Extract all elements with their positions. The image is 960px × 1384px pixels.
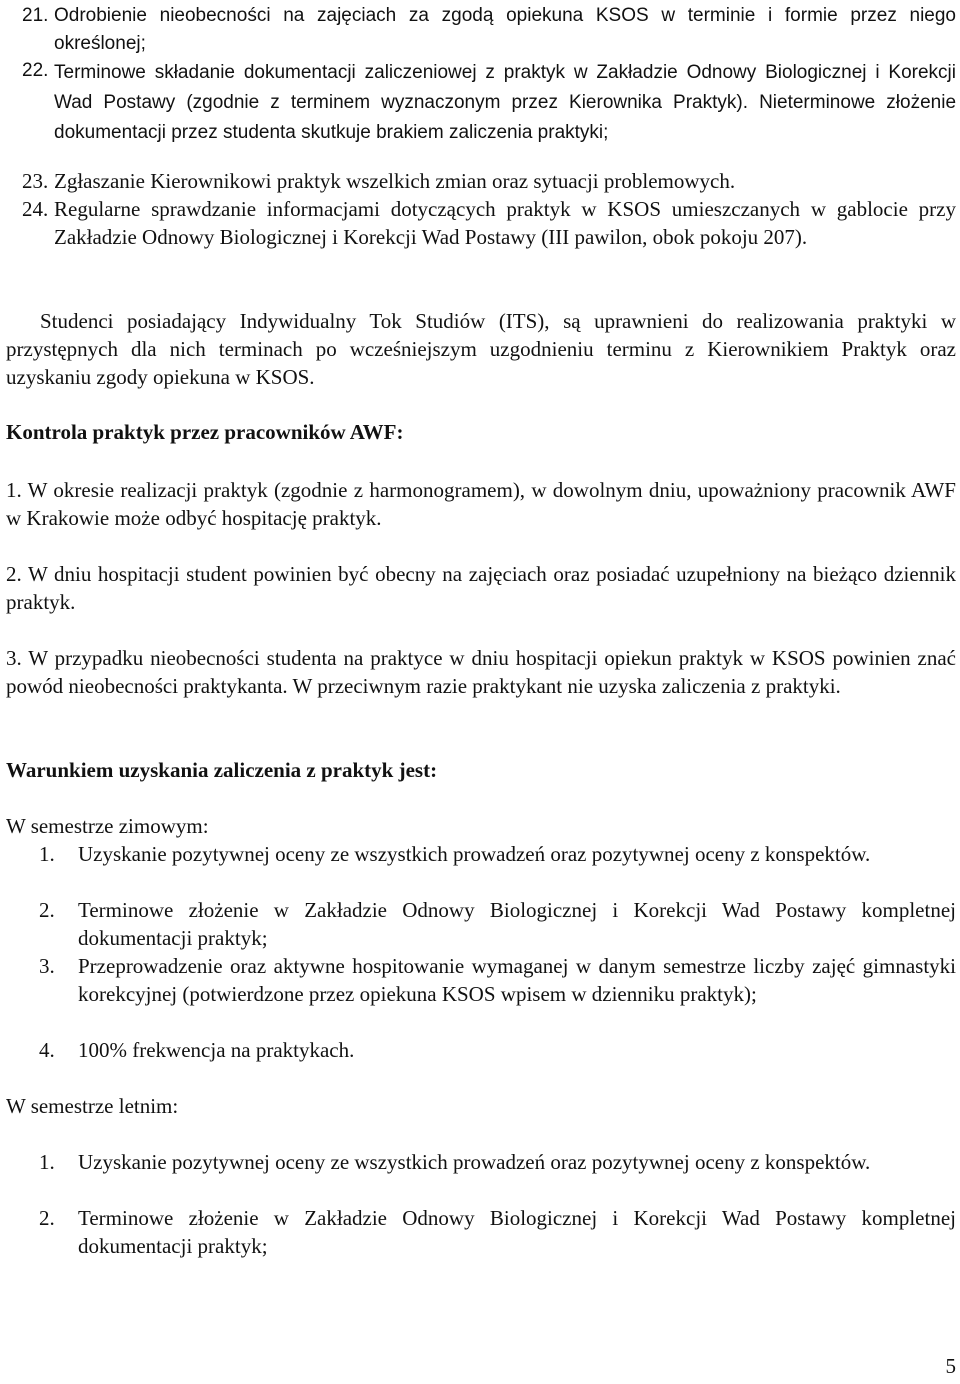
item-text: Uzyskanie pozytywnej oceny ze wszystkich prowadzeń oraz pozytywnej oceny z konspektów. xyxy=(78,1150,871,1174)
item-number: 3. xyxy=(39,954,55,978)
item-number: 1. xyxy=(39,842,55,866)
conditions-heading: Warunkiem uzyskania zaliczenia z praktyk jest: xyxy=(6,758,438,782)
winter-label: W semestrze zimowym: xyxy=(6,814,209,838)
item-text: Regularne sprawdzanie informacjami dotyczących praktyk w KSOS umieszczanych w gablocie przy Zakładzie Odnowy Biologicznej i Korekcji Wad Postawy (III pawilon, obok pokoju 207). xyxy=(54,197,956,249)
control-point-2: 2. W dniu hospitacji student powinien być obecny na zajęciach oraz posiadać uzupełniony na bieżąco dziennik praktyk. xyxy=(6,562,956,614)
item-text-part: Nieterminowe złożenie dokumentacji przez studenta skutkuje brakiem zaliczenia praktyki; xyxy=(54,92,957,143)
summer-label: W semestrze letnim: xyxy=(6,1094,179,1118)
control-point-3: 3. W przypadku nieobecności studenta na praktyce w dniu hospitacji opiekun praktyk w KSOS powinien znać powód nieobecności praktykanta. W przeciwnym razie praktykant nie uzyska zaliczenia z praktyki. xyxy=(6,646,956,698)
its-paragraph: Studenci posiadający Indywidualny Tok Studiów (ITS), są uprawnieni do realizowania praktyki w przystępnych dla nich terminach po wcześniejszym uzgodnieniu terminu z Kierownikiem Praktyk oraz uzyskaniu zgody opiekuna w KSOS. xyxy=(6,309,956,389)
item-number: 24. xyxy=(22,197,49,221)
control-point-1: 1. W okresie realizacji praktyk (zgodnie z harmonogramem), w dowolnym dniu, upoważniony pracownik AWF w Krakowie może odbyć hospitację praktyk. xyxy=(6,478,956,530)
item-number: 4. xyxy=(39,1038,55,1062)
item-number: 1. xyxy=(39,1150,55,1174)
item-number: 22. xyxy=(22,60,49,81)
item-number: 23. xyxy=(22,169,49,193)
item-text: Uzyskanie pozytywnej oceny ze wszystkich prowadzeń oraz pozytywnej oceny z konspektów. xyxy=(78,842,871,866)
item-text: Zgłaszanie Kierownikowi praktyk wszelkich zmian oraz sytuacji problemowych. xyxy=(54,169,736,193)
item-number: 2. xyxy=(39,898,55,922)
item-number: 21. xyxy=(22,5,49,26)
item-text: 100% frekwencja na praktykach. xyxy=(78,1038,355,1062)
item-text: Terminowe złożenie w Zakładzie Odnowy Biologicznej i Korekcji Wad Postawy kompletnej dokumentacji praktyk; xyxy=(78,1206,956,1258)
item-text: Przeprowadzenie oraz aktywne hospitowanie wymaganej w danym semestrze liczby zajęć gimnastyki korekcyjnej (potwierdzone przez opiekuna KSOS wpisem w dzienniku praktyk); xyxy=(78,954,956,1006)
item-text-part: Terminowe składanie dokumentacji zaliczeniowej z praktyk w Zakładzie Odnowy Biologicznej i Korekcji Wad Postawy (zgodnie z terminem wyznaczonym przez Kierownika Praktyk). xyxy=(54,62,956,113)
item-text: Terminowe złożenie w Zakładzie Odnowy Biologicznej i Korekcji Wad Postawy kompletnej dokumentacji praktyk; xyxy=(78,898,956,950)
control-heading: Kontrola praktyk przez pracowników AWF: xyxy=(6,420,404,444)
item-text xyxy=(54,57,956,147)
item-number: 2. xyxy=(39,1206,55,1230)
item-text: Odrobienie nieobecności na zajęciach za zgodą opiekuna KSOS w terminie i formie przez niego określonej; xyxy=(54,5,956,54)
page-number: 5 xyxy=(945,1354,956,1378)
